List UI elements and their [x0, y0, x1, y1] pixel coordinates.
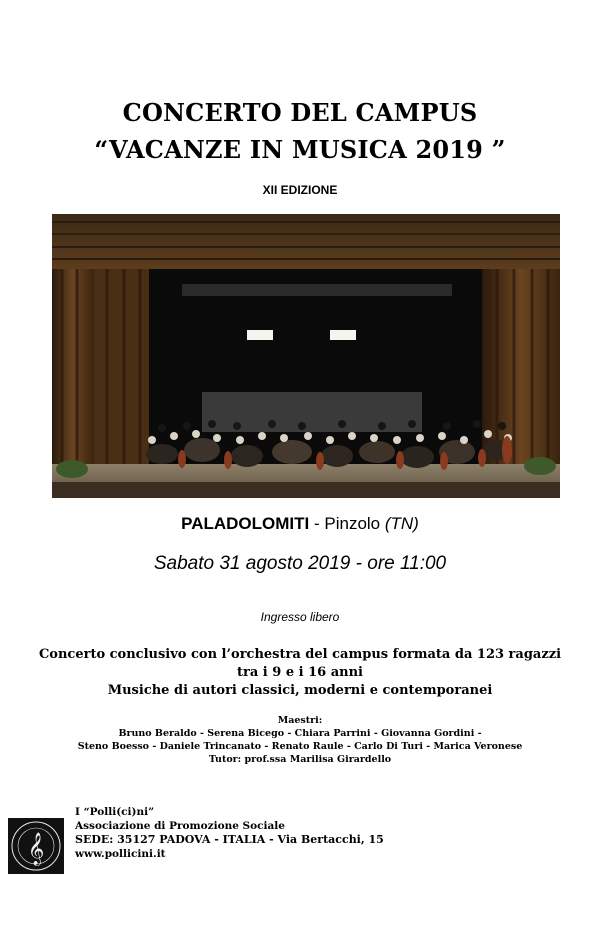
concert-date-time: Sabato 31 agosto 2019 - ore 11:00	[153, 553, 447, 574]
venue-line	[0, 514, 600, 534]
association-website[interactable]: www.pollicini.it	[75, 848, 166, 860]
tutor-line: Tutor: prof.ssa Marilisa Girardello	[208, 754, 392, 765]
svg-text:𝄞: 𝄞	[27, 832, 45, 865]
association-name: I “Polli(ci)ni”	[75, 806, 155, 818]
venue-city: Pinzolo	[324, 514, 385, 533]
edition-label: XII EDIZIONE	[262, 183, 338, 197]
teachers-line2: Steno Boesso - Daniele Trincanato - Renato Raule - Carlo Di Turi - Marica Veronese	[77, 741, 523, 752]
concert-title-line1: CONCERTO DEL CAMPUS	[122, 98, 478, 127]
teachers-heading: Maestri:	[277, 715, 323, 726]
association-type: Associazione di Promozione Sociale	[75, 820, 285, 832]
description-line1: Concerto conclusivo con l’orchestra del campus formata da 123 ragazzi	[38, 647, 562, 662]
description-line3: Musiche di autori classici, moderni e contemporanei	[107, 683, 493, 698]
orchestra-photo	[52, 214, 560, 498]
venue-province: (TN)	[384, 514, 419, 533]
description-line2: tra i 9 e i 16 anni	[237, 665, 363, 680]
venue-name: PALADOLOMITI	[181, 514, 310, 533]
association-address: SEDE: 35127 PADOVA - ITALIA - Via Bertacchi, 15	[75, 833, 384, 846]
teachers-line1: Bruno Beraldo - Serena Bicego - Chiara Parrini - Giovanna Gordini -	[118, 728, 482, 739]
treble-clef-seal-icon	[8, 818, 64, 874]
concert-title-line2: “VACANZE IN MUSICA 2019 ”	[94, 135, 506, 164]
venue-separator: -	[309, 514, 325, 533]
free-entry-note: Ingresso libero	[260, 610, 340, 624]
association-block	[75, 805, 384, 861]
